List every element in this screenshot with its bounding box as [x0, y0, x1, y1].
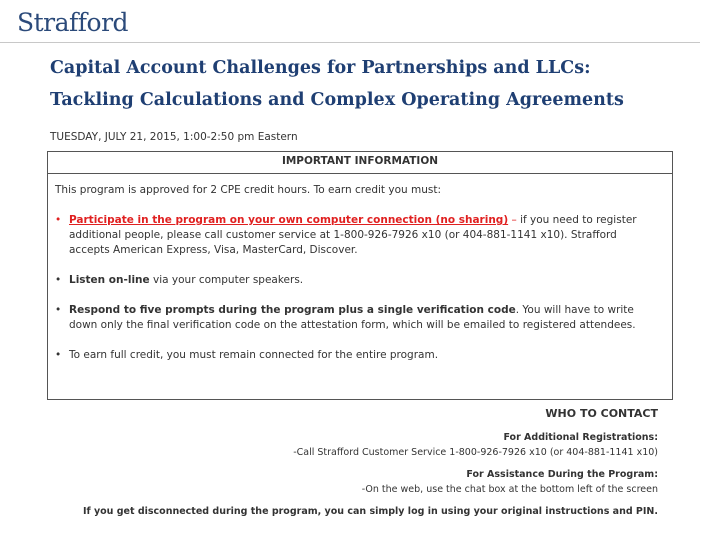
disconnected-note: If you get disconnected during the program, you can simply log in using your original instructions and PIN. [82, 506, 658, 517]
page-title [50, 52, 710, 116]
info-header: IMPORTANT INFORMATION [281, 155, 439, 167]
reg-label-text: For Additional Registrations [503, 432, 655, 443]
no-sharing-link[interactable]: Participate in the program on your own computer connection (no sharing) [69, 214, 509, 226]
who-to-contact-heading: WHO TO CONTACT [545, 407, 658, 420]
info-intro: This program is approved for 2 CPE credit hours. To earn credit you must: [55, 184, 442, 196]
assistance-label: For Assistance During the Program: [466, 469, 658, 480]
respond-prompts-label: Respond to five prompts during the program plus a single verification code [69, 304, 516, 316]
strafford-logo: Strafford [17, 8, 129, 37]
bullet-icon: • [55, 214, 62, 226]
list-item [55, 303, 660, 333]
date-line: TUESDAY, JULY 21, 2015, 1:00-2:50 pm Eastern [50, 131, 298, 143]
list-item [55, 213, 660, 258]
title-line-1: Capital Account Challenges for Partnerships and LLCs: [50, 58, 591, 78]
assist-label-text: For Assistance During the Program [466, 469, 655, 480]
list-item [55, 348, 660, 363]
additional-registrations-label: For Additional Registrations: [503, 432, 658, 443]
title-line-2: Tackling Calculations and Complex Operating Agreements [50, 90, 624, 110]
listen-online-text: via your computer speakers. [149, 274, 304, 286]
bullet-icon: • [55, 274, 62, 286]
bullet-icon: • [55, 349, 62, 361]
list-item [55, 273, 660, 288]
chat-box-line: -On the web, use the chat box at the bottom left of the screen [361, 484, 658, 495]
full-credit-text: To earn full credit, you must remain connected for the entire program. [69, 349, 439, 361]
customer-service-line: -Call Strafford Customer Service 1-800-926-7926 x10 (or 404-881-1141 x10) [293, 447, 658, 458]
bullet-icon: • [55, 304, 62, 316]
requirements-list [55, 213, 660, 378]
respond-prompts-text: . You will have to write down only the final verification code on the attestation form, which will be emailed to registered attendees. [69, 304, 636, 331]
listen-online-label: Listen on-line [69, 274, 150, 286]
dash-separator: – [508, 214, 521, 226]
register-text: if you need to register additional people, please call customer service at 1-800-926-7926 x10 (or 404-881-1141 x10). Strafford accepts American Express, Visa, MasterCard, Discover. [69, 214, 637, 256]
important-information-box [47, 151, 673, 400]
info-divider [48, 173, 672, 174]
header-divider [0, 42, 700, 43]
